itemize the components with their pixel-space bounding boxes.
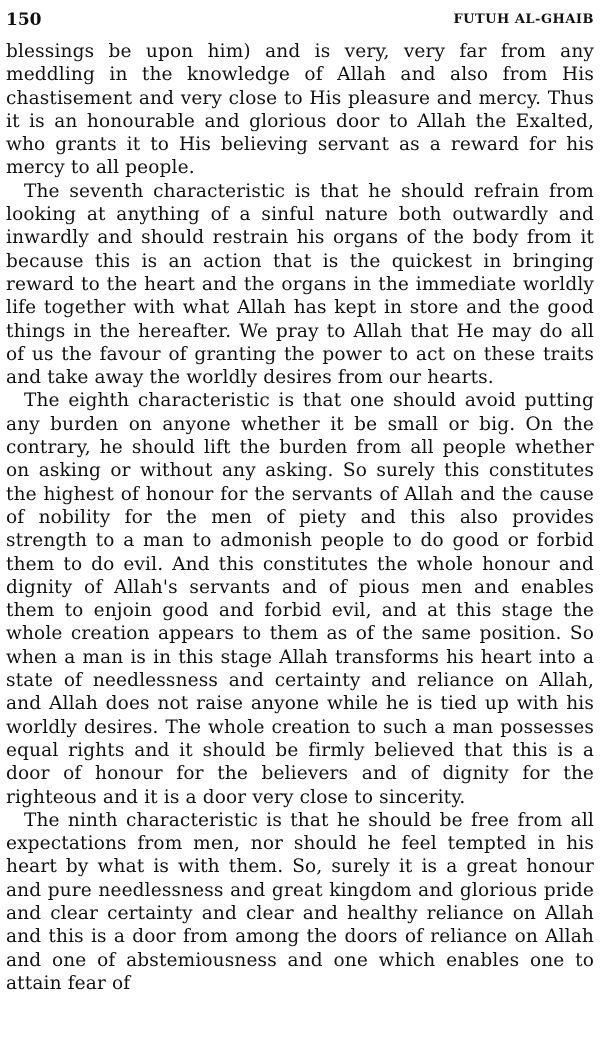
running-head [6, 0, 594, 40]
body-text [6, 40, 594, 995]
book-title: FUTUH AL-GHAIB [453, 12, 594, 27]
paragraph-continued: blessings be upon him) and is very, very far from any meddling in the knowledge of Allah and also from His chastisement and very close to His pleasure and mercy. Thus it is an honourable and glorious door to Allah the Exalted, who grants it to His believing servant as a reward for his mercy to all people. [6, 41, 594, 179]
book-page [6, 0, 594, 1057]
paragraph-seventh-characteristic: The seventh characteristic is that he should refrain from looking at anything of a sinful nature both outwardly and inwardly and should restrain his organs of the body from it because this is an action that is the quickest in bringing reward to the heart and the organs in the immediate worldly life together with what Allah has kept in store and the good things in the hereafter. We pray to Allah that He may do all of us the favour of granting the power to act on these traits and take away the worldly desires from our hearts. [6, 180, 594, 389]
paragraph-ninth-characteristic: The ninth characteristic is that he should be free from all expectations from men, nor should he feel tempted in his heart by what is with them. So, surely it is a great honour and pure needlessness and great kingdom and glorious pride and clear certainty and clear and healthy reliance on Allah and this is a door from among the doors of reliance on Allah and one of abstemiousness and one which enables one to attain fear of [6, 809, 594, 994]
paragraph-eighth-characteristic: The eighth characteristic is that one should avoid putting any burden on anyone whether it be small or big. On the contrary, he should lift the burden from all people whether on asking or without any asking. So surely this constitutes the highest of honour for the servants of Allah and the cause of nobility for the men of piety and this also provides strength to a man to admonish people to do good or forbid them to do evil. And this constitutes the whole honour and dignity of Allah's servants and of pious men and enables them to enjoin good and forbid evil, and at this stage the whole creation appears to them as of the same position. So when a man is in this stage Allah transforms his heart into a state of needlessness and certainty and reliance on Allah, and Allah does not raise anyone while he is tied up with his worldly desires. The whole creation to such a man possesses equal rights and it should be firmly believed that this is a door of honour for the believers and of dignity for the righteous and it is a door very close to sincerity. [6, 390, 594, 808]
page-number: 150 [6, 10, 42, 30]
